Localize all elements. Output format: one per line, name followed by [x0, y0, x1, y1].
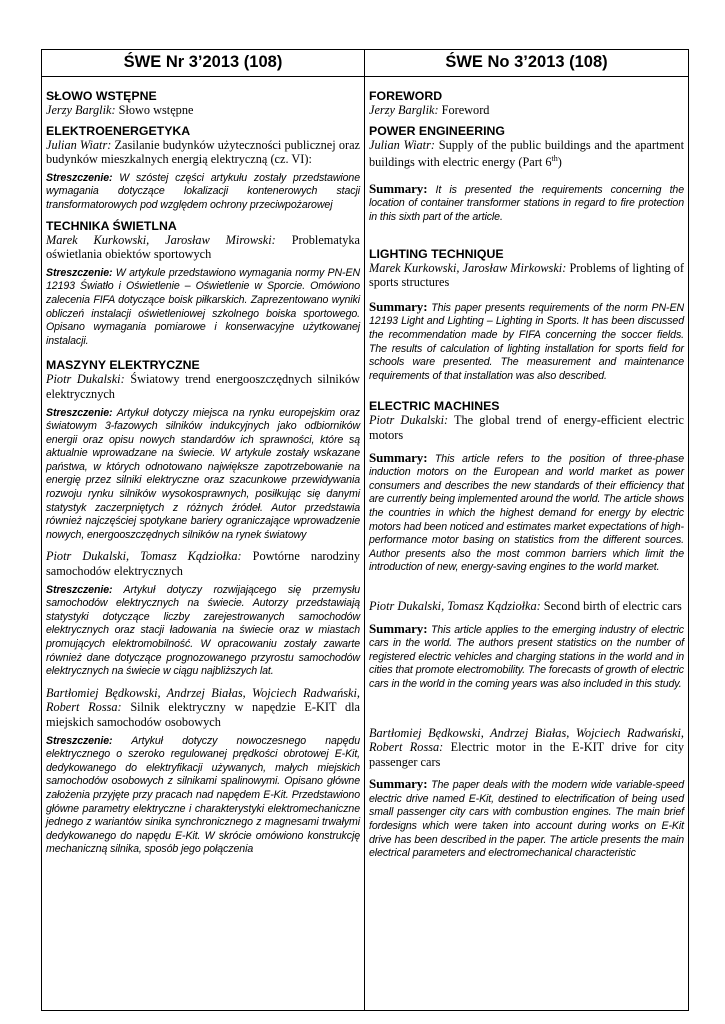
article-title: Zasilanie budynków użyteczności publicznej oraz budynków mieszkalnych energią elektryczną (cz. VI): — [46, 137, 360, 167]
summary-label: Streszczenie: — [46, 266, 113, 279]
section-title: MASZYNY ELEKTRYCZNE — [46, 358, 200, 373]
article-authors: Marek Kurkowski, Jarosław Mirkowski: — [369, 260, 567, 275]
article-title: Supply of the public buildings and the apartment buildings with electric energy (Part 6 — [369, 137, 684, 170]
article-summary — [369, 451, 684, 575]
document-page — [41, 49, 689, 1011]
article-reference — [369, 103, 684, 118]
article-summary — [46, 267, 360, 349]
section-title: FOREWORD — [369, 89, 443, 103]
summary-text: Artykuł dotyczy miejsca na rynku europejskim oraz światowym 3-fazowych silników indukcyjnych jako odbiorników energii oraz opisu nowych standardów ich sprawności, które są aktualnie wprowadzane na świecie. W artykule zostały wskazane państwa, w których odnotowano największe zapotrzebowanie na energię przez silniki elektryczne oraz szacunkowe przewidywania rozwoju rynku silników wysokosprawnych, posiłkując się danymi statystyk zaczerpniętych z różnych źródeł. Autor przedstawia również najczęściej spotykane bariery ograniczające wprowadzenie nowych, energooszczędnych silników na rynek światowy — [46, 406, 360, 541]
article-authors: Piotr Dukalski, Tomasz Kądziołka: — [46, 549, 242, 564]
section-title: POWER ENGINEERING — [369, 123, 505, 138]
section-title: SŁOWO WSTĘPNE — [46, 89, 157, 103]
summary-label: Summary: — [369, 298, 428, 314]
summary-text: W artykule przedstawiono wymagania normy PN-EN 12193 Światło i Oświetlenie – Oświetlenie w Sporcie. Omówiono zalecenia FIFA dotyczące boisk piłkarskich. Zaprezentowano wyniki obliczeń instalacji oświetleniowej szkolnego boiska sportowego. Opisano wymagania pomiarowe i konserwacyjne użytkowanej instalacji. — [46, 266, 360, 347]
article-authors: Jerzy Barglik: — [369, 103, 439, 117]
article-reference — [46, 372, 360, 401]
article-summary — [369, 182, 684, 225]
summary-text: This article refers to the position of three-phase induction motors on the European and world market as power consumers and describes the new standards of their efficiency that are currently being implemented around the world. The article shows the countries in which the highest demand for energy by electric motors had been noticed and estimates market expectations of high-performance motor basing on statistics from the different sources. Author presents also the most common barriers which limit the introduction of new, energy-saving engines to the world market. — [369, 452, 684, 574]
article-reference — [46, 138, 360, 167]
article-reference — [46, 103, 360, 118]
article-summary — [46, 172, 360, 213]
article-title: Electric motor in the E-KIT drive for city passenger cars — [369, 740, 684, 769]
summary-label: Streszczenie: — [46, 406, 113, 419]
article-summary — [369, 777, 684, 861]
article-title-end: ) — [557, 155, 562, 170]
summary-text: W szóstej części artykułu zostały przedstawione wymagania dotyczące lokalizacji kontenerowych stacji transformatorowych pod względem ochrony przeciwpożarowej — [46, 171, 360, 211]
article-authors: Piotr Dukalski: — [46, 372, 125, 387]
summary-text: It is presented the requirements concerning the location of container transformer stations in regard to fire protection in this sixth part of the article. — [369, 183, 684, 224]
polish-header: ŚWE Nr 3’2013 (108) — [42, 50, 364, 77]
summary-label: Streszczenie: — [46, 734, 113, 747]
section-title: ELECTRIC MACHINES — [369, 399, 500, 414]
article-reference — [369, 138, 684, 170]
english-column — [365, 50, 688, 1010]
article-authors: Jerzy Barglik: — [46, 103, 116, 117]
article-authors: Julian Wiatr: — [369, 137, 435, 152]
article-title: Światowy trend energooszczędnych silników elektrycznych — [46, 372, 360, 401]
article-summary — [46, 407, 360, 543]
summary-text: This article applies to the emerging industry of electric cars in the world. The authors present statistics on the number of registered electric vehicles and charging stations in the world and in cities that promote electromobility. The forecasts of growth of electric cars in the world in the coming years was also included in this study. — [369, 623, 684, 690]
article-title: Słowo wstępne — [115, 103, 194, 117]
article-authors: Bartłomiej Będkowski, Andrzej Białas, Wojciech Radwański, Robert Rossa: — [369, 725, 684, 755]
article-reference — [369, 261, 684, 290]
summary-text: This paper presents requirements of the norm PN-EN 12193 Light and Lighting – Lighting in Sports. It has been discussed the recommendation made by FIFA concerning the soccer fields. The results of calculation of lighting installation for sports field for schools ware presented. The measurement and maintenance requirements of that installation was also described. — [369, 301, 684, 382]
polish-column — [42, 50, 365, 1010]
summary-label: Streszczenie: — [46, 583, 113, 596]
article-reference — [46, 233, 360, 262]
summary-text: The paper deals with the modern wide variable-speed electric drive named E-Kit, destined to electrification of being used small passenger city cars with combustion engines. The main brief fordesigns which were taken into account during works on E-Kit drive has been described in the paper. The article presents the main electrical parameters and electromechanical characteristic — [369, 779, 684, 860]
article-title: Problems of lighting of sports structures — [369, 260, 685, 290]
article-reference — [369, 413, 684, 442]
article-summary — [46, 735, 360, 857]
article-summary — [369, 300, 684, 384]
summary-label: Summary: — [369, 620, 428, 636]
article-authors: Marek Kurkowski, Jarosław Mirowski: — [46, 232, 276, 247]
article-title: Foreword — [438, 103, 490, 117]
article-title-superscript: th — [551, 154, 558, 164]
article-authors: Bartłomiej Będkowski, Andrzej Białas, Wojciech Radwański, Robert Rossa: — [46, 685, 360, 715]
article-reference — [46, 686, 360, 730]
article-reference — [46, 549, 360, 578]
article-title: Problematyka oświetlania obiektów sportowych — [46, 232, 360, 262]
summary-label: Summary: — [369, 776, 428, 792]
english-header: ŚWE No 3’2013 (108) — [365, 50, 688, 77]
section-title: LIGHTING TECHNIQUE — [369, 246, 504, 261]
article-reference — [369, 726, 684, 770]
article-title: The global trend of energy-efficient electric motors — [369, 413, 684, 442]
section-title: ELEKTROENERGETYKA — [46, 123, 191, 138]
article-title: Powtórne narodziny samochodów elektrycznych — [46, 549, 360, 579]
section-title: TECHNIKA ŚWIETLNA — [46, 218, 177, 233]
article-summary — [46, 584, 360, 679]
article-reference — [369, 599, 684, 614]
summary-label: Summary: — [369, 449, 428, 465]
article-title: Second birth of electric cars — [540, 598, 682, 613]
summary-label: Streszczenie: — [46, 171, 113, 184]
article-authors: Julian Wiatr: — [46, 137, 112, 152]
summary-text: Artykuł dotyczy rozwijającego się przemysłu samochodów elektrycznych na świecie. Autorzy przedstawiają statystyki dotyczące liczby zarejestrowanych samochodów elektrycznych oraz stacji ładowania na świecie oraz w miastach promujących elektromobilność. W opracowaniu zostały zawarte również dane dotyczące prognozowanego przyrostu samochodów elektrycznych na świecie w ciągu najbliższych lat. — [46, 583, 360, 678]
article-title: Silnik elektryczny w napędzie E-KIT dla miejskich samochodów osobowych — [46, 700, 360, 729]
summary-label: Summary: — [369, 180, 428, 196]
summary-text: Artykuł dotyczy nowoczesnego napędu elektrycznego o szeroko regulowanej prędkości obrotowej E-Kit, dedykowanego do elektryfikacji używanych, małych miejskich samochodów osobowych z silnikami spalinowymi. Opisano główne założenia przyjęte przy pracach nad napędem E-Kit. Przedstawiono główne parametry elektryczne i charakterystyki elektromechaniczne jednego z wariantów sinika synchronicznego z magnesami trwałymi dedykowanego do napędu E-Kit. W skrócie omówiono konstrukcję mechaniczną silnika, sposób jego połączenia — [46, 734, 360, 856]
article-authors: Piotr Dukalski: — [369, 413, 449, 428]
article-summary — [369, 622, 684, 692]
article-authors: Piotr Dukalski, Tomasz Kądziołka: — [369, 598, 541, 613]
